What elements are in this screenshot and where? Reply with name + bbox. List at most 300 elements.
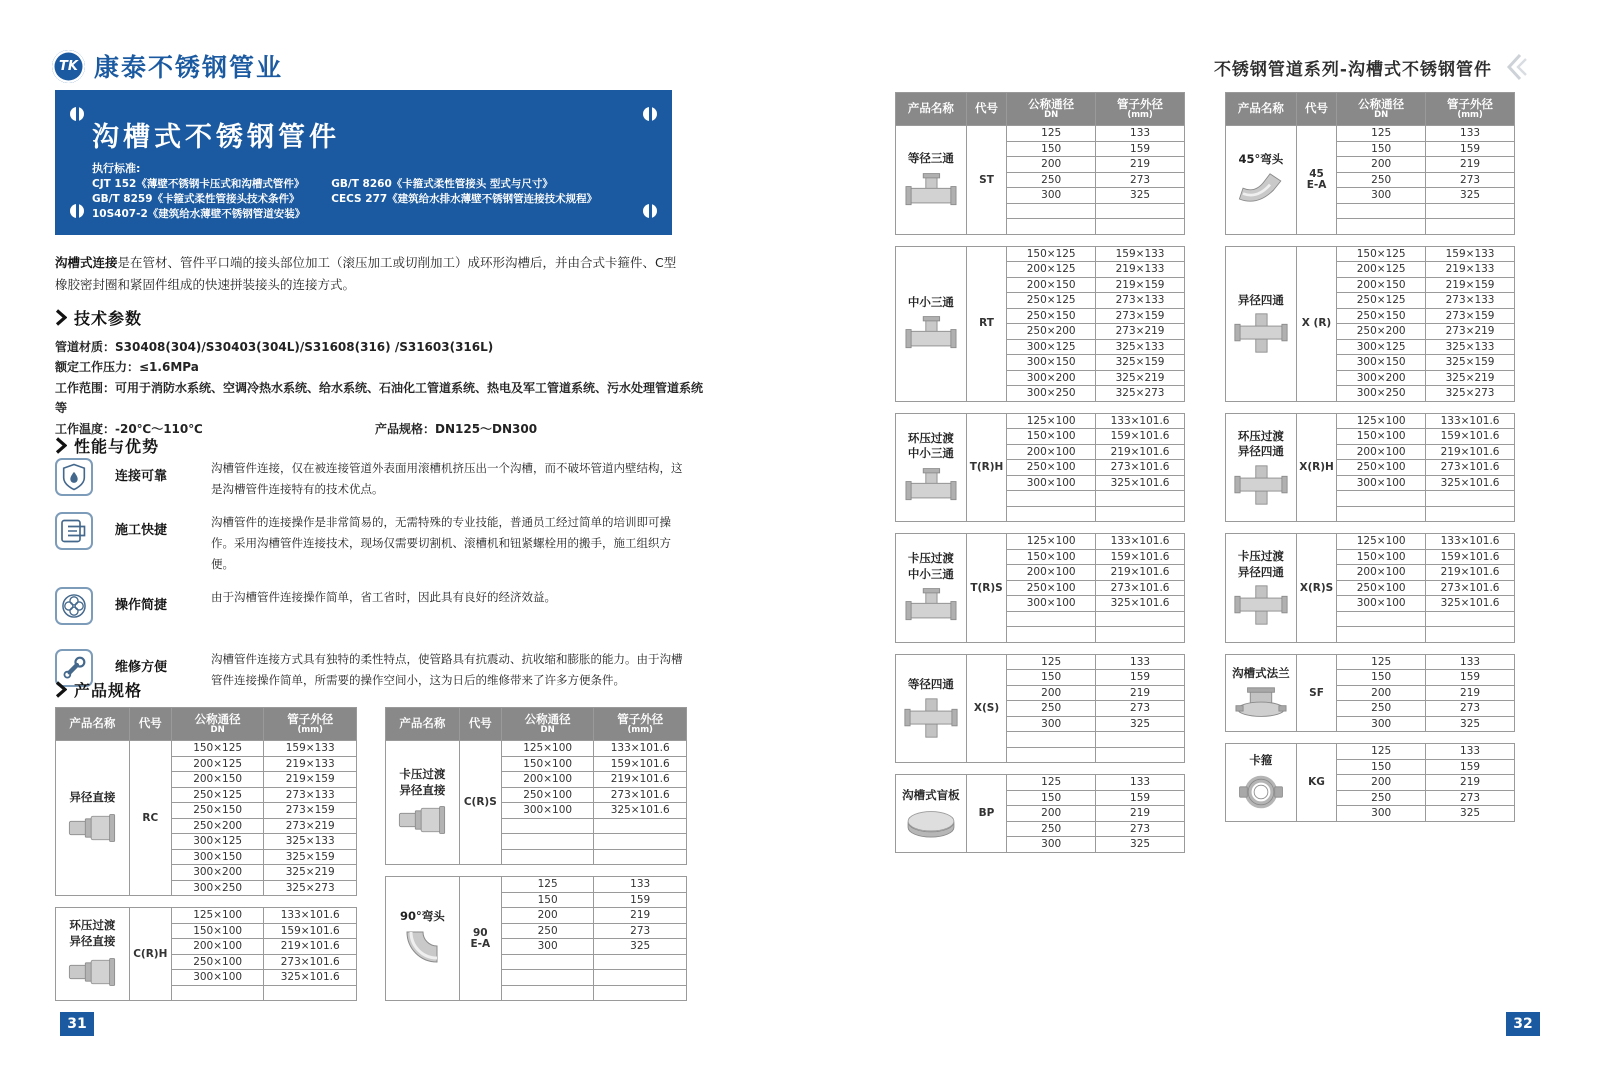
od-value-cell: 273×159 [1426, 308, 1515, 324]
dn-value-cell: 300×150 [1337, 355, 1426, 371]
od-value-cell: 273×101.6 [264, 954, 357, 970]
dn-value-cell [501, 849, 594, 865]
od-value-cell: 273×101.6 [594, 787, 687, 803]
table-header-row [56, 708, 357, 741]
standard-item: GB/T 8259《卡箍式柔性管接头技术条件》 [92, 193, 300, 206]
dn-value-cell: 150 [1007, 141, 1096, 157]
product-name: 环压过渡 异径直接 [69, 918, 116, 948]
dn-value-cell [1007, 219, 1096, 235]
product-spec-heading [55, 678, 142, 701]
feature-text: 沟槽管件的连接操作是非常简易的，无需特殊的专业技能，普通员工经过简单的培训即可操作。采用沟槽管件连接技术，现场仅需要切割机、滚槽机和钮紧螺栓用的搬手，施工组织方便。 [211, 515, 671, 571]
dn-value-cell: 300×125 [1337, 339, 1426, 355]
dn-value-cell: 200×125 [1337, 262, 1426, 278]
intro-paragraph [55, 252, 683, 296]
col-header-od: 管子外径 (mm) [1426, 93, 1515, 126]
product-name-cell [1226, 126, 1297, 235]
table-row [1226, 126, 1515, 142]
dn-value-cell: 250×125 [1337, 293, 1426, 309]
od-value-cell: 325×133 [1096, 339, 1185, 355]
product-name: 等径四通 [907, 677, 954, 692]
dn-value-cell [501, 970, 594, 986]
od-value-cell: 273 [1426, 701, 1515, 717]
product-name: 环压过渡 中小三通 [907, 430, 954, 461]
od-value-cell: 159×101.6 [594, 756, 687, 772]
od-value-cell [1096, 219, 1185, 235]
series-title: 不锈钢管道系列-沟槽式不锈钢管件 [1213, 59, 1492, 80]
dn-value-cell [1337, 611, 1426, 627]
od-value-cell: 159×101.6 [1426, 429, 1515, 445]
od-value-cell: 219 [1096, 806, 1185, 822]
od-value-cell: 219×101.6 [594, 772, 687, 788]
od-value-cell: 159 [1096, 141, 1185, 157]
table-header-row [1226, 93, 1515, 126]
tee-fitting-image [896, 586, 966, 624]
dn-value-cell: 150×100 [1007, 429, 1096, 445]
logo-text: 康泰不锈钢管业 [94, 53, 284, 82]
od-value-cell: 325 [1426, 806, 1515, 822]
od-value-cell [1096, 747, 1185, 763]
banner-corner-icon [70, 107, 84, 121]
od-value-cell: 133×101.6 [1096, 413, 1185, 429]
product-name-cell [896, 413, 967, 522]
page-number-right: 32 [1506, 1012, 1540, 1036]
dn-value-cell: 250×150 [1007, 308, 1096, 324]
od-value-cell: 273×101.6 [1096, 460, 1185, 476]
chevron-right-icon [55, 681, 67, 698]
product-name: 环压过渡 异径四通 [1237, 428, 1284, 459]
dn-value-cell: 200 [1337, 685, 1426, 701]
dn-value-cell: 300×200 [1007, 370, 1096, 386]
dn-value-cell: 250×150 [171, 803, 264, 819]
spec-table-reducer-crh [55, 907, 357, 1001]
spec-table [895, 92, 1185, 235]
chevron-right-icon [55, 437, 67, 454]
standards-column-2 [331, 177, 597, 223]
product-code-cell: C(R)S [459, 741, 501, 865]
od-value-cell: 219×133 [1096, 262, 1185, 278]
od-value-cell: 219 [1096, 157, 1185, 173]
dn-value-cell: 150 [1007, 790, 1096, 806]
spec-table [385, 707, 687, 865]
product-code-cell: RC [129, 741, 171, 896]
table-row [896, 126, 1185, 142]
dn-value-cell [1337, 506, 1426, 522]
dn-value-cell [1007, 747, 1096, 763]
od-value-cell: 133 [1426, 126, 1515, 142]
od-value-cell: 325×273 [264, 880, 357, 896]
od-value-cell: 159×101.6 [264, 923, 357, 939]
od-value-cell: 159×101.6 [1426, 549, 1515, 565]
spec-table [1225, 246, 1515, 402]
page-number-left: 31 [60, 1012, 94, 1036]
standards-label: 执行标准: [92, 162, 141, 175]
dn-value-cell: 300×200 [171, 865, 264, 881]
od-value-cell [1426, 627, 1515, 643]
od-value-cell [1096, 627, 1185, 643]
od-value-cell: 219 [1426, 775, 1515, 791]
product-code-cell: X(R)H [1296, 413, 1336, 522]
dn-value-cell: 200×100 [1007, 565, 1096, 581]
od-value-cell [1426, 203, 1515, 219]
dn-value-cell: 150×100 [501, 756, 594, 772]
od-value-cell: 219 [1426, 685, 1515, 701]
dn-value-cell: 125×100 [1007, 534, 1096, 550]
dn-value-cell: 125×100 [171, 908, 264, 924]
product-name: 异径四通 [1237, 292, 1284, 307]
dn-value-cell: 150×100 [1337, 549, 1426, 565]
tech-params-heading [55, 306, 142, 329]
od-value-cell [1426, 491, 1515, 507]
od-value-cell [594, 954, 687, 970]
od-value-cell [594, 818, 687, 834]
dn-value-cell: 300×100 [1007, 596, 1096, 612]
od-value-cell: 159 [1096, 670, 1185, 686]
performance-heading [55, 434, 159, 457]
product-code-cell: T(R)H [966, 413, 1006, 522]
product-code-cell: T(R)S [966, 534, 1006, 643]
banner-corner-icon [643, 107, 657, 121]
dn-value-cell: 150×100 [1337, 429, 1426, 445]
dn-value-cell [1007, 732, 1096, 748]
dn-value-cell: 300 [1007, 716, 1096, 732]
dn-value-cell: 250 [1337, 790, 1426, 806]
od-value-cell: 273 [1426, 790, 1515, 806]
spec-table [385, 876, 687, 1001]
table-row [1226, 654, 1515, 670]
table-row [56, 908, 357, 924]
od-value-cell: 273 [1426, 172, 1515, 188]
product-name-cell [896, 126, 967, 235]
dn-value-cell [1007, 506, 1096, 522]
feature-text: 沟槽管件连接，仅在被连接管道外表面用滚槽机挤压出一个沟槽，而不破坏管道内壁结构，这是沟槽管件连接特有的技术优点。 [211, 461, 683, 496]
reducer-fitting-image [56, 810, 129, 846]
cross-fitting-image [1226, 464, 1296, 506]
od-value-cell: 273×219 [1426, 324, 1515, 340]
od-value-cell: 159×133 [264, 741, 357, 757]
od-value-cell: 325 [1096, 716, 1185, 732]
product-code-cell: ST [966, 126, 1006, 235]
od-value-cell [1096, 203, 1185, 219]
banner-corner-icon [70, 204, 84, 218]
col-header-dn: 公称通径 DN [171, 708, 264, 741]
od-value-cell: 159×133 [1096, 246, 1185, 262]
chevron-right-icon [55, 309, 67, 326]
intro-lead: 沟槽式连接 [55, 255, 118, 270]
fan-icon [55, 587, 93, 625]
dn-value-cell: 250×100 [1337, 460, 1426, 476]
od-value-cell [1426, 611, 1515, 627]
dn-value-cell: 200 [1007, 685, 1096, 701]
dn-value-cell: 125 [501, 877, 594, 893]
od-value-cell: 219×133 [264, 756, 357, 772]
intro-body: 是在管材、管件平口端的接头部位加工（滚压加工或切削加工）成环形沟槽后，并由合式卡箍件、C型橡胶密封圈和紧固件组成的快速拼装接头的连接方式。 [55, 255, 677, 292]
spec-table-equal-tee [895, 92, 1185, 235]
standard-item: 10S407-2《建筑给水薄壁不锈钢管道安装》 [92, 208, 306, 221]
table-row [386, 877, 687, 893]
dn-value-cell: 300×250 [1337, 386, 1426, 402]
dn-value-cell: 200×150 [1007, 277, 1096, 293]
feature-list [55, 458, 687, 704]
dn-value-cell: 300×125 [1007, 339, 1096, 355]
dn-value-cell: 250×200 [1007, 324, 1096, 340]
product-name-cell [1226, 534, 1297, 643]
product-name-cell [56, 741, 130, 896]
od-value-cell: 133×101.6 [594, 741, 687, 757]
od-value-cell: 325×219 [1426, 370, 1515, 386]
product-name: 卡压过渡 异径直接 [399, 766, 446, 797]
dn-value-cell: 150×125 [171, 741, 264, 757]
od-value-cell: 325 [594, 939, 687, 955]
dn-value-cell: 300 [1007, 837, 1096, 853]
dn-value-cell: 150 [1337, 141, 1426, 157]
od-value-cell: 325×101.6 [594, 803, 687, 819]
od-value-cell: 325 [1426, 188, 1515, 204]
col-header-product-name: 产品名称 [386, 708, 460, 741]
dn-value-cell [1337, 491, 1426, 507]
od-value-cell: 325×159 [1096, 355, 1185, 371]
dn-value-cell: 200×125 [1007, 262, 1096, 278]
tech-spec-range: 产品规格：DN125～DN300 [375, 421, 538, 436]
od-value-cell: 159 [1426, 670, 1515, 686]
dn-value-cell: 150 [1007, 670, 1096, 686]
reducer-fitting-image [56, 954, 129, 990]
od-value-cell: 325×273 [1096, 386, 1185, 402]
dn-value-cell: 200×100 [1337, 444, 1426, 460]
od-value-cell: 133×101.6 [1426, 534, 1515, 550]
od-value-cell: 325×101.6 [1426, 475, 1515, 491]
spec-table [895, 246, 1185, 402]
od-value-cell: 219 [1426, 157, 1515, 173]
dn-value-cell: 300×100 [1337, 475, 1426, 491]
od-value-cell: 159×101.6 [1096, 549, 1185, 565]
od-value-cell: 325×159 [1426, 355, 1515, 371]
od-value-cell: 273×219 [1096, 324, 1185, 340]
col-header-product-name: 产品名称 [56, 708, 130, 741]
product-name-cell [896, 534, 967, 643]
dn-value-cell: 125 [1007, 775, 1096, 791]
table-row [56, 741, 357, 757]
dn-value-cell: 250 [1007, 701, 1096, 717]
tee-fitting-image [896, 466, 966, 504]
elbow90-fitting-image [386, 928, 459, 968]
dn-value-cell: 125 [1337, 654, 1426, 670]
dn-value-cell: 300×100 [1337, 596, 1426, 612]
standards-list [92, 177, 597, 223]
table-row [1226, 413, 1515, 429]
dn-value-cell: 150 [1337, 670, 1426, 686]
dn-value-cell: 250 [1007, 821, 1096, 837]
dn-value-cell [1337, 627, 1426, 643]
product-code-cell: SF [1296, 654, 1336, 732]
table-header-row [386, 708, 687, 741]
dn-value-cell: 125×100 [1337, 413, 1426, 429]
dn-value-cell: 300×250 [171, 880, 264, 896]
spec-table-tee-trh [895, 413, 1185, 523]
od-value-cell: 273×159 [264, 803, 357, 819]
spec-table [1225, 413, 1515, 523]
spec-table [1225, 533, 1515, 643]
od-value-cell: 273×133 [1426, 293, 1515, 309]
product-name: 卡箍 [1249, 753, 1273, 768]
dn-value-cell: 200×100 [501, 772, 594, 788]
product-name-cell [1226, 744, 1297, 822]
od-value-cell [1096, 491, 1185, 507]
od-value-cell: 219×101.6 [1426, 444, 1515, 460]
double-chevron-left-icon [1504, 52, 1528, 82]
feature-reliable [55, 458, 687, 499]
right-page-table-column-1 [895, 92, 1185, 864]
od-value-cell: 273 [1096, 172, 1185, 188]
dn-value-cell: 300×150 [171, 849, 264, 865]
col-header-code: 代号 [129, 708, 171, 741]
dn-value-cell: 250×100 [171, 954, 264, 970]
product-name-cell [1226, 654, 1297, 732]
table-header-row [896, 93, 1185, 126]
od-value-cell: 325×101.6 [1096, 475, 1185, 491]
spec-table [895, 533, 1185, 643]
product-code-cell: 45 E-A [1296, 126, 1336, 235]
banner-corner-icon [643, 204, 657, 218]
product-code-cell: 90 E-A [459, 877, 501, 1001]
dn-value-cell: 200×150 [171, 772, 264, 788]
dn-value-cell: 125 [1007, 654, 1096, 670]
cross-fitting-image [1226, 584, 1296, 626]
dn-value-cell: 300×150 [1007, 355, 1096, 371]
od-value-cell [1096, 611, 1185, 627]
dn-value-cell: 250×200 [1337, 324, 1426, 340]
product-code-cell: X(S) [966, 654, 1006, 763]
dn-value-cell: 150×125 [1337, 246, 1426, 262]
feature-simple-operation [55, 587, 687, 625]
right-page-table-column-2 [1225, 92, 1515, 833]
col-header-dn: 公称通径 DN [1007, 93, 1096, 126]
od-value-cell: 159×101.6 [1096, 429, 1185, 445]
col-header-od: 管子外径 (mm) [1096, 93, 1185, 126]
dn-value-cell: 250 [501, 923, 594, 939]
od-value-cell: 219×101.6 [1096, 565, 1185, 581]
spec-table-blind-plate [895, 774, 1185, 853]
title-banner [55, 90, 672, 235]
feature-text: 由于沟槽管件连接操作简单，省工省时，因此具有良好的经济效益。 [211, 590, 556, 605]
standard-item: CECS 277《建筑给水排水薄壁不锈钢管连接技术规程》 [331, 193, 598, 206]
dn-value-cell: 200 [1007, 157, 1096, 173]
dn-value-cell [501, 985, 594, 1001]
dn-value-cell: 200 [1337, 157, 1426, 173]
spec-table-elbow-90 [385, 876, 687, 1001]
dn-value-cell: 150 [1337, 759, 1426, 775]
dn-value-cell: 200×125 [171, 756, 264, 772]
od-value-cell: 273×133 [264, 787, 357, 803]
product-name: 90°弯头 [399, 908, 445, 923]
company-logo [52, 48, 283, 84]
od-value-cell [1426, 219, 1515, 235]
spec-table [1225, 743, 1515, 822]
od-value-cell [594, 834, 687, 850]
table-row [896, 654, 1185, 670]
od-value-cell: 273 [1096, 701, 1185, 717]
dn-value-cell: 300 [1337, 188, 1426, 204]
od-value-cell: 273×101.6 [1426, 580, 1515, 596]
tech-line: 额定工作压力：≤1.6MPa [55, 360, 199, 375]
dn-value-cell [171, 985, 264, 1001]
col-header-code: 代号 [966, 93, 1006, 126]
dn-value-cell [1007, 491, 1096, 507]
col-header-od: 管子外径 (mm) [264, 708, 357, 741]
dn-value-cell [1007, 627, 1096, 643]
left-page-table-column-1 [55, 707, 357, 1012]
od-value-cell: 273 [594, 923, 687, 939]
product-name: 中小三通 [907, 294, 954, 309]
spec-table [55, 707, 357, 896]
dn-value-cell: 125×100 [1007, 413, 1096, 429]
dn-value-cell: 300×100 [171, 970, 264, 986]
col-header-code: 代号 [1296, 93, 1336, 126]
shield-drop-icon [55, 458, 93, 496]
blind-fitting-image [896, 808, 966, 838]
od-value-cell: 273×219 [264, 818, 357, 834]
col-header-dn: 公称通径 DN [501, 708, 594, 741]
od-value-cell: 273 [1096, 821, 1185, 837]
od-value-cell: 133 [1426, 744, 1515, 760]
standards-column-1 [92, 177, 305, 223]
od-value-cell: 273×101.6 [1426, 460, 1515, 476]
od-value-cell: 325×101.6 [264, 970, 357, 986]
dn-value-cell: 200×150 [1337, 277, 1426, 293]
od-value-cell: 159 [1426, 759, 1515, 775]
standard-item: GB/T 8260《卡箍式柔性管接头 型式与尺寸》 [331, 178, 553, 190]
dn-value-cell: 125×100 [501, 741, 594, 757]
clamp-fitting-image [1226, 773, 1296, 811]
col-header-od: 管子外径 (mm) [594, 708, 687, 741]
dn-value-cell: 125 [1337, 126, 1426, 142]
feature-title: 操作简捷 [115, 598, 168, 614]
logo-monogram-icon: TK [52, 50, 85, 83]
dn-value-cell: 150×100 [171, 923, 264, 939]
table-row [1226, 744, 1515, 760]
od-value-cell [594, 849, 687, 865]
spec-table [55, 907, 357, 1001]
dn-value-cell: 125×100 [1337, 534, 1426, 550]
dn-value-cell: 125 [1007, 126, 1096, 142]
tech-temp: 工作温度：-20℃～110℃ [55, 421, 203, 436]
dn-value-cell [1337, 203, 1426, 219]
od-value-cell: 133 [1096, 775, 1185, 791]
page-title: 沟槽式不锈钢管件 [92, 122, 340, 153]
od-value-cell: 325×219 [264, 865, 357, 881]
od-value-cell: 325×101.6 [1426, 596, 1515, 612]
od-value-cell [594, 970, 687, 986]
table-row [1226, 246, 1515, 262]
standard-item: CJT 152《薄壁不锈钢卡压式和沟槽式管件》 [92, 178, 305, 190]
od-value-cell [1096, 506, 1185, 522]
reducer-fitting-image [386, 802, 459, 838]
od-value-cell: 325×133 [264, 834, 357, 850]
dn-value-cell: 250×125 [171, 787, 264, 803]
dn-value-cell: 250×125 [1007, 293, 1096, 309]
col-header-code: 代号 [459, 708, 501, 741]
spec-table-grooved-flange [1225, 654, 1515, 733]
spec-table-elbow-45 [1225, 92, 1515, 235]
dn-value-cell: 250×100 [501, 787, 594, 803]
tech-params-body [55, 337, 703, 439]
spec-table-tee-trs [895, 533, 1185, 643]
dn-value-cell: 300 [1337, 806, 1426, 822]
product-name: 异径直接 [69, 790, 116, 805]
dn-value-cell: 250×150 [1337, 308, 1426, 324]
table-row [386, 741, 687, 757]
col-header-dn: 公称通径 DN [1337, 93, 1426, 126]
feature-title: 施工快捷 [115, 523, 168, 539]
